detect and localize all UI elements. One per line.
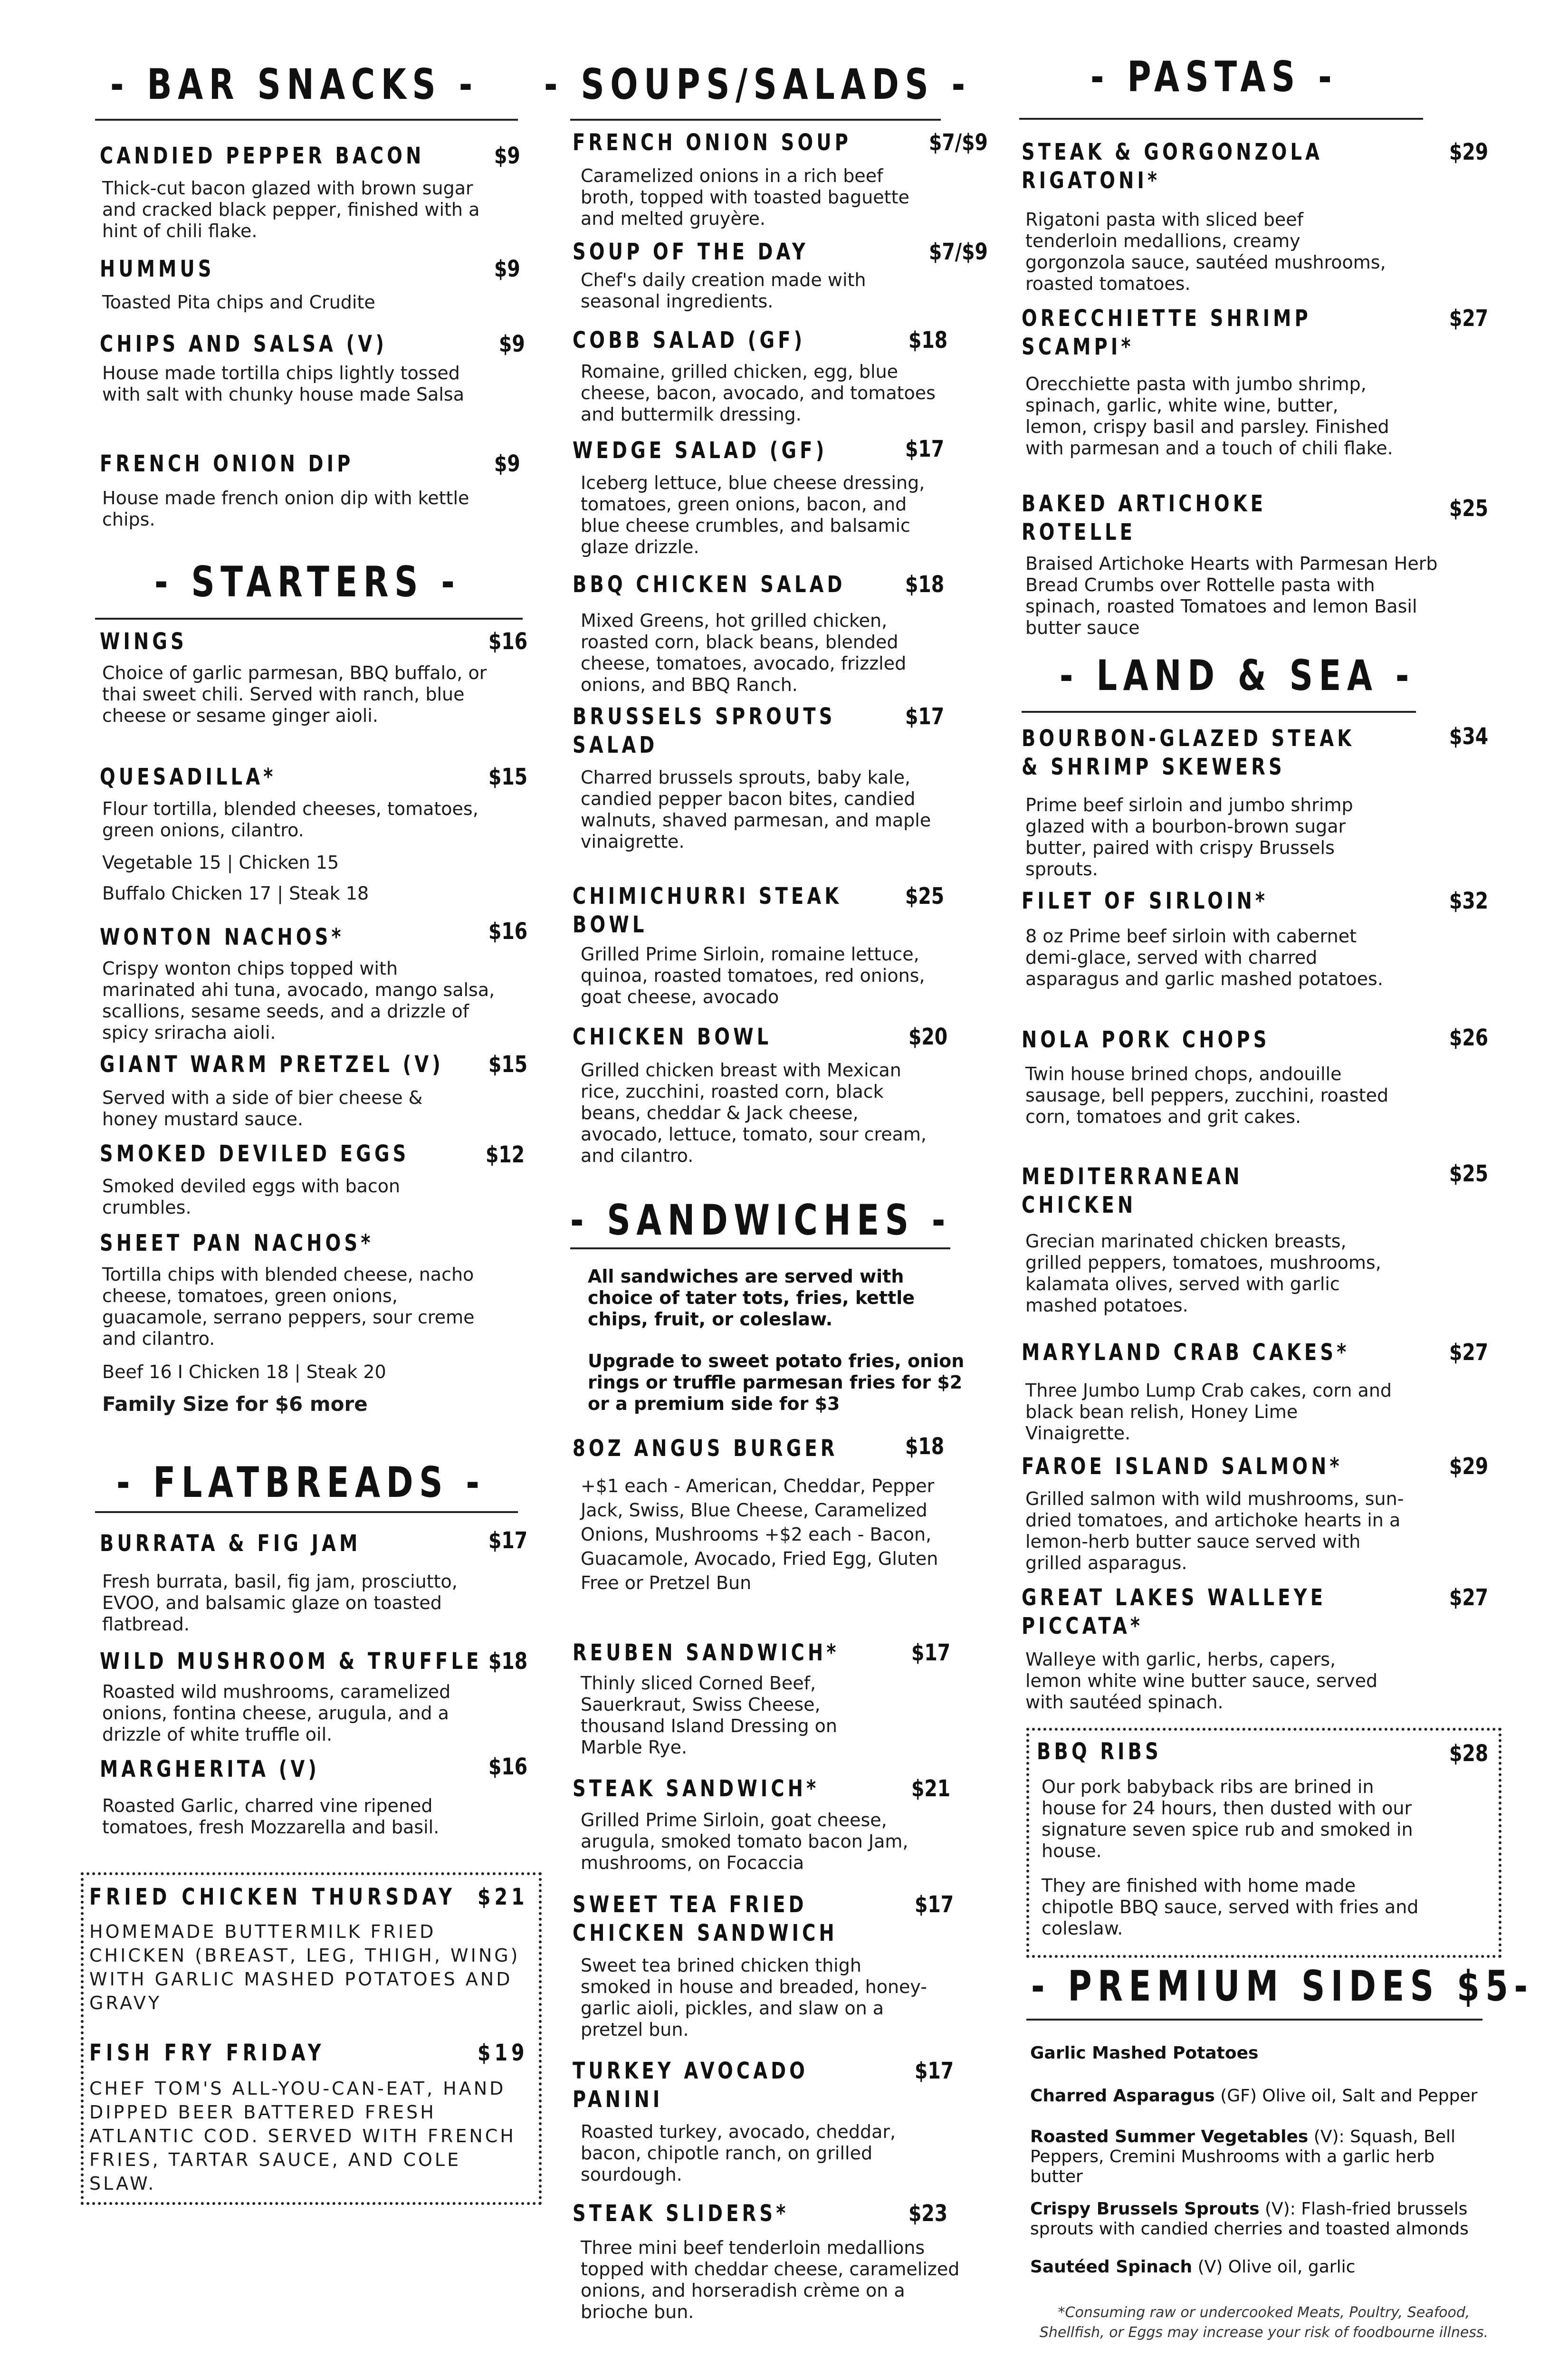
menu-item-name: WONTON NACHOS* (100, 924, 344, 950)
menu-item-price: $15 (488, 1051, 528, 1078)
family-size-note: Family Size for $6 more (102, 1392, 368, 1416)
starters-heading: - STARTERS - (154, 557, 461, 606)
special-name: FRIED CHICKEN THURSDAY (89, 1884, 456, 1910)
menu-item-name: NOLA PORK CHOPS (1022, 1026, 1270, 1053)
menu-item-name: STEAK SANDWICH* (573, 1775, 820, 1802)
menu-item-name: GIANT WARM PRETZEL (V) (100, 1051, 444, 1078)
menu-item-description: Thick-cut bacon glazed with brown sugar and cracked black pepper, finished with a hint of chili flake. (102, 178, 480, 241)
menu-item-price: $15 (488, 764, 528, 790)
menu-item-description: Orecchiette pasta with jumbo shrimp, spinach, garlic, white wine, butter, lemon, crispy basil and parsley. Finished with parmesan and a touch of chili flake. (1025, 374, 1393, 459)
menu-item-price: $9 (499, 331, 525, 357)
menu-item-name: QUESADILLA* (100, 764, 277, 790)
menu-item-price: $27 (1449, 1584, 1489, 1611)
menu-item-name: FAROE ISLAND SALMON* (1022, 1453, 1343, 1480)
menu-item-options: Vegetable 15 | Chicken 15 (102, 852, 339, 873)
menu-item-price: $18 (905, 571, 945, 598)
menu-item-price: $28 (1449, 1740, 1489, 1767)
menu-item-description: Grilled Prime Sirloin, romaine lettuce, quinoa, roasted tomatoes, red onions, goat cheese, avocado (581, 944, 925, 1007)
menu-item-options: Buffalo Chicken 17 | Steak 18 (102, 883, 369, 904)
menu-item-price: $23 (908, 2200, 948, 2227)
side-item: Crispy Brussels Sprouts (V): Flash-fried brussels sprouts with candied cherries and toasted almonds (1030, 2199, 1469, 2239)
menu-item-name: HUMMUS (100, 256, 215, 282)
menu-item-description: Our pork babyback ribs are brined in house for 24 hours, then dusted with our signature seven spice rub and smoked in house. (1042, 1776, 1413, 1861)
menu-item-price: $16 (488, 628, 528, 655)
menu-item-price: $29 (1449, 1453, 1489, 1480)
menu-item-price: $25 (905, 883, 945, 910)
menu-item-description: Crispy wonton chips topped with marinated ahi tuna, avocado, mango salsa, scallions, sesame seeds, and a drizzle of spicy sriracha aioli. (102, 958, 495, 1043)
menu-item-description: Three Jumbo Lump Crab cakes, corn and black bean relish, Honey Lime Vinaigrette. (1025, 1380, 1392, 1444)
menu-item-description: Choice of garlic parmesan, BBQ buffalo, or thai sweet chili. Served with ranch, blue cheese or sesame ginger aioli. (102, 662, 487, 726)
premium-sides-rule (1026, 2019, 1482, 2021)
menu-item-description: Flour tortilla, blended cheeses, tomatoes, green onions, cilantro. (102, 798, 478, 841)
menu-item-name: WINGS (100, 628, 187, 655)
menu-item-name: 8OZ ANGUS BURGER (573, 1435, 838, 1462)
menu-item-description: Charred brussels sprouts, baby kale, candied pepper bacon bites, candied walnuts, shaved parmesan, and maple vinaigrette. (581, 767, 931, 852)
pastas-heading: - PASTAS - (1090, 52, 1338, 101)
special-description: CHEF TOM'S ALL-YOU-CAN-EAT, HAND DIPPED BEER BATTERED FRESH ATLANTIC COD. SERVED WITH FRENCH FRIES, TARTAR SAUCE, AND COLE SLAW. (89, 2078, 516, 2194)
menu-item-description: Chef's daily creation made with seasonal ingredients. (581, 269, 866, 312)
soups-salads-rule (570, 119, 941, 121)
menu-item-price: $16 (488, 1753, 528, 1780)
menu-item-description: Walleye with garlic, herbs, capers, lemon white wine butter sauce, served with sautéed spinach. (1025, 1649, 1378, 1713)
menu-item-description: Grilled chicken breast with Mexican rice, zucchini, roasted corn, black beans, cheddar & Jack cheese, avocado, lettuce, tomato, sour cream, and cilantro. (581, 1060, 927, 1166)
menu-item-price: $18 (905, 1433, 945, 1460)
menu-item-price: $7/$9 (929, 239, 988, 265)
menu-item-description: Fresh burrata, basil, fig jam, prosciutto, EVOO, and balsamic glaze on toasted flatbread. (102, 1571, 458, 1635)
menu-item-price: $12 (486, 1141, 525, 1168)
menu-item-name: BOURBON-GLAZED STEAK & SHRIMP SKEWERS (1022, 725, 1355, 780)
menu-item-price: $26 (1449, 1025, 1489, 1051)
special-description: HOMEMADE BUTTERMILK FRIED CHICKEN (BREAST, LEG, THIGH, WING) WITH GARLIC MASHED POTATOES AND GRAVY (89, 1921, 520, 2013)
menu-item-description: Roasted Garlic, charred vine ripened tomatoes, fresh Mozzarella and basil. (102, 1795, 440, 1838)
menu-item-description: Thinly sliced Corned Beef, Sauerkraut, Swiss Cheese, thousand Island Dressing on Marble Rye. (581, 1673, 838, 1758)
menu-item-price: $34 (1449, 723, 1489, 750)
menu-item-name: SWEET TEA FRIED CHICKEN SANDWICH (573, 1891, 838, 1946)
menu-item-name: COBB SALAD (GF) (573, 327, 806, 354)
menu-item-name: ORECCHIETTE SHRIMP SCAMPI* (1022, 305, 1311, 360)
menu-item-name: CANDIED PEPPER BACON (100, 143, 425, 169)
pastas-rule (1019, 118, 1423, 120)
menu-item-description: Twin house brined chops, andouille sausage, bell peppers, zucchini, roasted corn, tomatoes and grit cakes. (1025, 1063, 1389, 1127)
menu-item-description: +$1 each - American, Cheddar, Pepper Jack, Swiss, Blue Cheese, Caramelized Onions, Mushrooms +$2 each - Bacon, Guacamole, Avocado, Fried Egg, Gluten Free or Pretzel Bun (581, 1475, 938, 1593)
menu-item-description: 8 oz Prime beef sirloin with cabernet demi-glace, served with charred asparagus and garlic mashed potatoes. (1025, 926, 1383, 989)
sandwiches-rule (570, 1247, 950, 1249)
menu-item-name: FRENCH ONION DIP (100, 450, 354, 477)
land-sea-heading: - LAND & SEA - (1060, 651, 1415, 700)
menu-item-price: $29 (1449, 139, 1489, 165)
menu-item-price: $27 (1449, 1339, 1489, 1366)
menu-item-name: MARYLAND CRAB CAKES* (1022, 1339, 1350, 1366)
menu-item-description: Sweet tea brined chicken thigh smoked in house and breaded, honey-garlic aioli, pickles, and slaw on a pretzel bun. (581, 1955, 927, 2040)
menu-item-price: $18 (488, 1648, 528, 1675)
soups-salads-heading: - SOUPS/SALADS - (544, 60, 971, 109)
menu-item-description: House made french onion dip with kettle chips. (102, 488, 469, 530)
menu-item-price: $17 (915, 1891, 954, 1918)
menu-item-name: WILD MUSHROOM & TRUFFLE (100, 1648, 482, 1675)
menu-item-description: Toasted Pita chips and Crudite (102, 292, 375, 313)
menu-item-name: GREAT LAKES WALLEYE PICCATA* (1022, 1584, 1327, 1639)
menu-item-price: $17 (905, 436, 945, 462)
menu-item-price: $7/$9 (929, 129, 988, 156)
menu-item-name: TURKEY AVOCADO PANINI (573, 2058, 809, 2113)
premium-sides-heading: - PREMIUM SIDES $5- (1031, 1962, 1534, 2011)
menu-item-description: House made tortilla chips lightly tossed with salt with chunky house made Salsa (102, 363, 464, 405)
menu-item-description: Caramelized onions in a rich beef broth, topped with toasted baguette and melted gruyère. (581, 165, 909, 229)
bar-snacks-heading: - BAR SNACKS - (110, 60, 478, 109)
flatbreads-rule (95, 1511, 518, 1513)
menu-item-description: Smoked deviled eggs with bacon crumbles. (102, 1176, 401, 1218)
menu-item-description: Grecian marinated chicken breasts, grilled peppers, tomatoes, mushrooms, kalamata olives, served with garlic mashed potatoes. (1025, 1231, 1381, 1316)
menu-item-price: $17 (905, 703, 945, 730)
sandwiches-heading: - SANDWICHES - (570, 1196, 951, 1245)
menu-item-description: Romaine, grilled chicken, egg, blue cheese, bacon, avocado, and tomatoes and buttermilk dressing. (581, 361, 936, 425)
sandwich-upgrade-note: Upgrade to sweet potato fries, onion rings or truffle parmesan fries for $2 or a premium side for $3 (588, 1351, 965, 1414)
special-price: $21 (478, 1884, 528, 1910)
menu-item-description: Served with a side of bier cheese & honey mustard sauce. (102, 1087, 423, 1130)
starters-rule (95, 618, 523, 620)
menu-item-name: SOUP OF THE DAY (573, 239, 809, 265)
consumer-advisory-footnote: *Consuming raw or undercooked Meats, Poultry, Seafood, Shellfish, or Eggs may increase your risk of foodbourne illness. (1039, 2304, 1489, 2341)
flatbreads-heading: - FLATBREADS - (116, 1458, 486, 1507)
menu-item-price: $18 (908, 327, 948, 354)
menu-item-name: BAKED ARTICHOKE ROTELLE (1022, 490, 1267, 546)
menu-item-description: Rigatoni pasta with sliced beef tenderloin medallions, creamy gorgonzola sauce, sautéed mushrooms, roasted tomatoes. (1025, 209, 1386, 294)
menu-item-description: Iceberg lettuce, blue cheese dressing, tomatoes, green onions, bacon, and blue cheese crumbles, and balsamic glaze drizzle. (581, 472, 925, 557)
menu-item-name: BBQ CHICKEN SALAD (573, 571, 846, 598)
menu-item-name: STEAK SLIDERS* (573, 2200, 789, 2227)
menu-item-description: They are finished with home made chipotle BBQ sauce, served with fries and coleslaw. (1042, 1875, 1419, 1939)
sandwich-sides-note: All sandwiches are served with choice of tater tots, fries, kettle chips, fruit, or coleslaw. (588, 1266, 915, 1330)
menu-item-name: REUBEN SANDWICH* (573, 1639, 840, 1666)
menu-item-description: Three mini beef tenderloin medallions topped with cheddar cheese, caramelized onions, and horseradish crème on a brioche bun. (581, 2237, 960, 2322)
menu-item-price: $16 (488, 918, 528, 945)
special-price: $19 (478, 2040, 528, 2066)
menu-item-description: Mixed Greens, hot grilled chicken, roasted corn, black beans, blended cheese, tomatoes, avocado, frizzled onions, and BBQ Ranch. (581, 610, 907, 695)
menu-item-name: MEDITERRANEAN CHICKEN (1022, 1163, 1243, 1218)
menu-item-price: $21 (911, 1775, 951, 1802)
side-item: Sautéed Spinach (V) Olive oil, garlic (1030, 2257, 1356, 2277)
menu-item-price: $17 (488, 1527, 528, 1554)
menu-item-name: CHICKEN BOWL (573, 1024, 772, 1050)
side-item: Charred Asparagus (GF) Olive oil, Salt and Pepper (1030, 2086, 1478, 2106)
menu-item-name: MARGHERITA (V) (100, 1756, 320, 1782)
menu-item-name: FRENCH ONION SOUP (573, 129, 852, 156)
menu-item-description: Grilled Prime Sirloin, goat cheese, arugula, smoked tomato bacon Jam, mushrooms, on Focaccia (581, 1810, 908, 1873)
menu-item-price: $17 (911, 1639, 951, 1666)
bar-snacks-rule (95, 119, 518, 121)
menu-item-price: $25 (1449, 495, 1489, 522)
side-item: Roasted Summer Vegetables (V): Squash, Bell Peppers, Cremini Mushrooms with a garlic herb butter (1030, 2127, 1455, 2186)
menu-item-name: CHIPS AND SALSA (V) (100, 331, 388, 357)
menu-item-description: Braised Artichoke Hearts with Parmesan Herb Bread Crumbs over Rottelle pasta with spinach, roasted Tomatoes and lemon Basil butter sauce (1025, 553, 1438, 638)
side-item: Garlic Mashed Potatoes (1030, 2043, 1259, 2063)
menu-item-name: BRUSSELS SPROUTS SALAD (573, 703, 836, 758)
menu-item-name: SMOKED DEVILED EGGS (100, 1140, 410, 1167)
menu-item-price: $9 (494, 256, 520, 282)
menu-item-description: Prime beef sirloin and jumbo shrimp glazed with a bourbon-brown sugar butter, paired with crispy Brussels sprouts. (1025, 795, 1353, 880)
menu-item-price: $25 (1449, 1160, 1489, 1187)
menu-item-price: $9 (494, 450, 520, 477)
menu-item-price: $27 (1449, 305, 1489, 332)
menu-item-description: Grilled salmon with wild mushrooms, sun-dried tomatoes, and artichoke hearts in a lemon-herb butter sauce served with grilled asparagus. (1025, 1488, 1404, 1573)
menu-item-price: $9 (494, 143, 520, 169)
land-sea-rule (1022, 711, 1416, 713)
menu-item-name: CHIMICHURRI STEAK BOWL (573, 883, 842, 938)
special-name: FISH FRY FRIDAY (89, 2040, 325, 2066)
menu-item-description: Roasted wild mushrooms, caramelized onions, fontina cheese, arugula, and a drizzle of white truffle oil. (102, 1681, 451, 1745)
menu-item-name: FILET OF SIRLOIN* (1022, 888, 1269, 914)
menu-item-price: $32 (1449, 888, 1489, 914)
menu-item-name: STEAK & GORGONZOLA RIGATONI* (1022, 139, 1323, 194)
menu-item-options: Beef 16 I Chicken 18 | Steak 20 (102, 1361, 386, 1382)
menu-item-description: Tortilla chips with blended cheese, nacho cheese, tomatoes, green onions, guacamole, serrano peppers, sour creme and cilantro. (102, 1264, 475, 1349)
menu-item-price: $17 (915, 2058, 954, 2084)
menu-item-name: WEDGE SALAD (GF) (573, 437, 828, 464)
menu-item-name: BBQ RIBS (1037, 1738, 1162, 1765)
menu-item-name: BURRATA & FIG JAM (100, 1530, 361, 1557)
menu-item-price: $20 (908, 1024, 948, 1050)
menu-item-description: Roasted turkey, avocado, cheddar, bacon, chipotle ranch, on grilled sourdough. (581, 2121, 896, 2185)
menu-item-name: SHEET PAN NACHOS* (100, 1230, 374, 1256)
